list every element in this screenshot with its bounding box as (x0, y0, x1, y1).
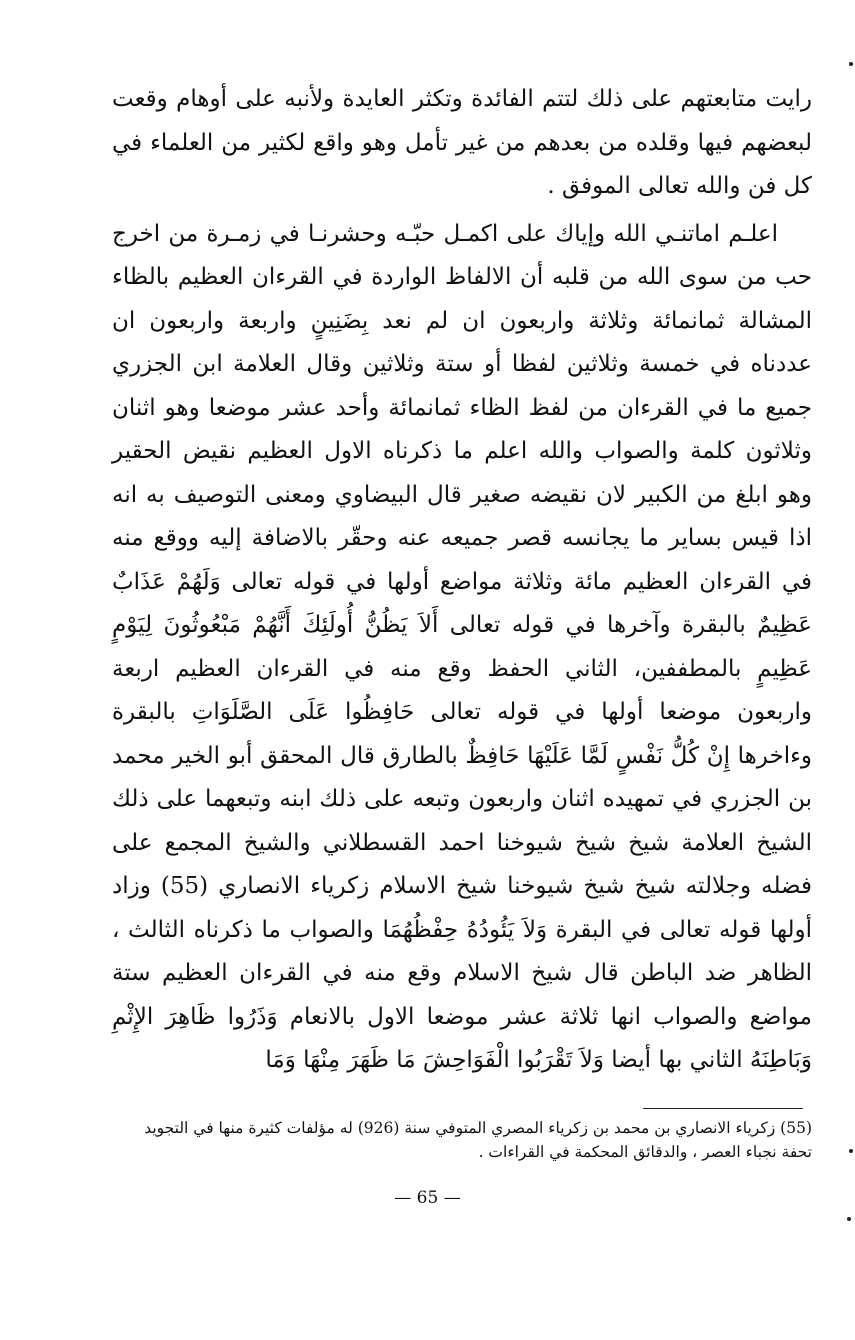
paragraph: رايت متابعتهم على ذلك لتتم الفائدة وتكثر العايدة ولأنبه على أوهام وقعت لبعضهم فيها وقلده من بعدهم من غير تأمل وهو واقع لكثير من العلماء في كل فن والله تعالى الموفق . (112, 86, 812, 199)
scan-speck (849, 62, 853, 66)
scan-speck (847, 1217, 851, 1221)
footnote-separator (643, 1108, 803, 1109)
scan-speck (849, 1149, 853, 1153)
paragraph: اعلـم اماتنـي الله وإياك على اكمـل حبّـه وحشرنـا في زمـرة من اخرج حب من سوى الله من قلبه أن الالفاظ الواردة في القرءان العظيم بالظاء المشالة ثمانمائة وثلاثة واربعون ان لم نعد بِضَنِينٍ واربعة واربعون ان عددناه في خمسة وثلاثين لفظا أو ستة وثلاثين وقال العلامة ابن الجزري جميع ما في القرءان من لفظ الظاء ثمانمائة وأحد عشر موضعا وهو اثنان وثلاثون كلمة والصواب والله اعلم ما ذكرناه الاول العظيم نقيض الحقير وهو ابلغ من الكبير لان نقيضه صغير قال البيضاوي ومعنى التوصيف به انه اذا قيس بساير ما يجانسه قصر جميعه عنه وحقّر بالاضافة إليه ووقع منه في القرءان العظيم مائة وثلاثة مواضع أولها في قوله تعالى وَلَهُمْ عَذَابٌ عَظِيمٌ بالبقرة وآخرها في قوله تعالى أَلاَ يَظُنُّ أُولَئِكَ أَنَّهُمْ مَبْعُوثُونَ لِيَوْمٍ عَظِيمٍ بالمطففين، الثاني الحفظ وقع منه في القرءان العظيم اربعة واربعون موضعا أولها في قوله تعالى حَافِظُوا عَلَى الصَّلَوَاتِ بالبقرة وءاخرها إِنْ كُلُّ نَفْسٍ لَمَّا عَلَيْهَا حَافِظٌ بالطارق قال المحقق أبو الخير محمد بن الجزري في تمهيده اثنان واربعون وتبعه على ذلك ابنه وتبعهما على ذلك الشيخ العلامة شيخ شيخ شيوخنا احمد القسطلاني والشيخ المجمع على فضله وجلالته شيخ شيخ شيوخنا شيخ الاسلام زكرياء الانصاري (55) وزاد أولها قوله تعالى في البقرة وَلاَ يَئُودُهُ حِفْظُهُمَا والصواب ما ذكرناه الثالث ، الظاهر ضد الباطن قال شيخ الاسلام وقع منه في القرءان العظيم ستة مواضع والصواب انها ثلاثة عشر موضعا الاول بالانعام وَذَرُوا ظَاهِرَ الإِثْمِ وَبَاطِنَهُ الثاني بها أيضا وَلاَ تَقْرَبُوا الْفَوَاحِشَ مَا ظَهَرَ مِنْهَا وَمَا (112, 220, 812, 1073)
footnote: (55) زكرياء الانصاري بن محمد بن زكرياء المصري المتوفي سنة (926) له مؤلفات كثيرة منها في التجويد تحفة نجباء العصر ، والدقائق المحكمة في القراءات . (144, 1119, 812, 1161)
main-text (112, 78, 812, 1083)
page-number: — 65 — (394, 1188, 461, 1208)
